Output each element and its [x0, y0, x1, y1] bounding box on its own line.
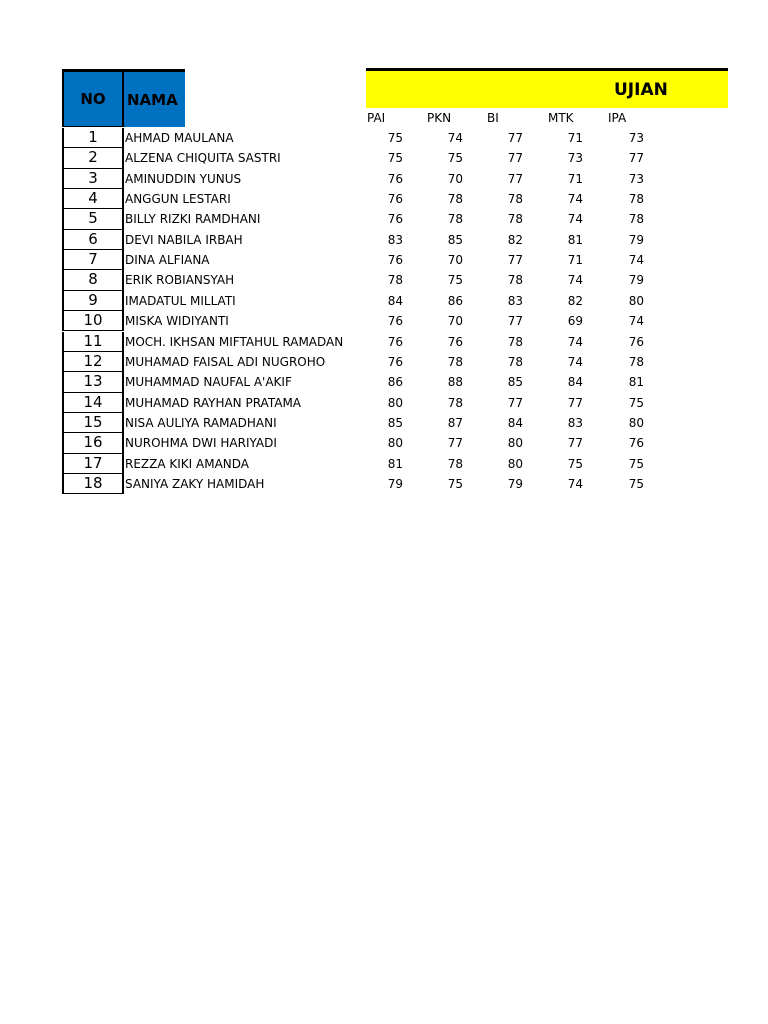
row-number-cell: 2: [62, 148, 124, 168]
score-cell-pai: 80: [387, 436, 403, 451]
score-cell-ipa: 80: [628, 415, 644, 430]
row-number-cell: 13: [62, 372, 124, 392]
score-cell-mtk: 77: [567, 395, 583, 410]
score-cell-pai: 76: [387, 314, 403, 329]
score-cell-mtk: 84: [567, 375, 583, 390]
score-cell-bi: 78: [507, 192, 523, 207]
student-name-cell: MUHAMAD FAISAL ADI NUGROHO: [125, 354, 326, 369]
score-cell-ipa: 79: [628, 273, 644, 288]
table-row: [0, 454, 768, 474]
score-cell-pai: 75: [387, 131, 403, 145]
no-column-header: [62, 69, 124, 127]
score-cell-pkn: 75: [447, 476, 463, 491]
score-cell-pkn: 70: [447, 253, 463, 268]
student-name-cell: DINA ALFIANA: [125, 253, 210, 268]
score-cell-bi: 84: [507, 415, 523, 430]
subject-header-pkn: PKN: [427, 111, 452, 125]
row-number-cell: 16: [62, 433, 124, 453]
score-cell-bi: 78: [507, 334, 523, 349]
student-name-cell: MOCH. IKHSAN MIFTAHUL RAMADAN: [125, 334, 344, 349]
row-number-cell: 4: [62, 189, 124, 209]
row-number-cell: 8: [62, 270, 124, 290]
score-cell-ipa: 73: [628, 131, 644, 145]
table-row: [0, 169, 768, 189]
score-cell-mtk: 75: [567, 456, 583, 471]
score-cell-ipa: 75: [628, 395, 644, 410]
score-cell-bi: 78: [507, 354, 523, 369]
score-cell-mtk: 74: [567, 354, 583, 369]
row-number-cell: 12: [62, 352, 124, 372]
score-cell-bi: 82: [507, 232, 523, 247]
score-cell-mtk: 74: [567, 212, 583, 227]
score-cell-pkn: 74: [447, 131, 463, 145]
score-cell-pkn: 88: [447, 375, 463, 390]
row-number-cell: 5: [62, 209, 124, 229]
nama-header-label: NAMA: [127, 90, 178, 109]
score-cell-mtk: 71: [567, 131, 583, 145]
row-number-cell: 18: [62, 474, 124, 494]
score-cell-pai: 76: [387, 171, 403, 186]
table-row: [0, 148, 768, 168]
score-cell-bi: 77: [507, 253, 523, 268]
score-cell-pkn: 77: [447, 436, 463, 451]
score-cell-mtk: 74: [567, 192, 583, 207]
table-row: [0, 393, 768, 413]
score-cell-pai: 81: [387, 456, 403, 471]
score-cell-ipa: 78: [628, 192, 644, 207]
score-cell-ipa: 77: [628, 151, 644, 166]
score-cell-ipa: 78: [628, 354, 644, 369]
subject-header-pai: PAI: [367, 111, 386, 125]
score-cell-pai: 76: [387, 192, 403, 207]
student-name-cell: AMINUDDIN YUNUS: [125, 171, 242, 186]
table-row: [0, 352, 768, 372]
score-cell-mtk: 69: [567, 314, 583, 329]
ujian-header-bar: [366, 68, 728, 108]
table-row: [0, 250, 768, 270]
student-name-cell: SANIYA ZAKY HAMIDAH: [125, 476, 265, 491]
score-cell-pkn: 78: [447, 192, 463, 207]
subject-header-bi: BI: [487, 111, 499, 125]
score-cell-bi: 80: [507, 456, 523, 471]
score-cell-mtk: 73: [567, 151, 583, 166]
score-cell-bi: 85: [507, 375, 523, 390]
row-number-cell: 9: [62, 291, 124, 311]
score-cell-pai: 76: [387, 253, 403, 268]
score-cell-pkn: 70: [447, 171, 463, 186]
score-cell-pai: 76: [387, 354, 403, 369]
student-name-cell: IMADATUL MILLATI: [125, 293, 236, 308]
table-row: [0, 372, 768, 392]
ujian-header-label: UJIAN: [614, 80, 668, 100]
score-cell-ipa: 74: [628, 314, 644, 329]
score-cell-ipa: 79: [628, 232, 644, 247]
row-number-cell: 7: [62, 250, 124, 270]
score-cell-bi: 77: [507, 151, 523, 166]
score-cell-bi: 83: [507, 293, 523, 308]
score-cell-pai: 80: [387, 395, 403, 410]
no-header-label: NO: [80, 90, 106, 108]
score-cell-ipa: 80: [628, 293, 644, 308]
row-number-cell: 17: [62, 454, 124, 474]
score-cell-pai: 86: [387, 375, 403, 390]
score-cell-pkn: 75: [447, 273, 463, 288]
student-name-cell: ALZENA CHIQUITA SASTRI: [125, 151, 281, 166]
row-number-cell: 14: [62, 393, 124, 413]
score-cell-bi: 79: [507, 476, 523, 491]
score-cell-ipa: 74: [628, 253, 644, 268]
score-cell-pkn: 78: [447, 212, 463, 227]
score-cell-ipa: 73: [628, 171, 644, 186]
student-name-cell: MUHAMAD RAYHAN PRATAMA: [125, 395, 302, 410]
table-row: [0, 332, 768, 352]
score-cell-pkn: 86: [447, 293, 463, 308]
score-cell-bi: 78: [507, 273, 523, 288]
score-cell-pai: 79: [387, 476, 403, 491]
row-number-cell: 10: [62, 311, 124, 331]
student-name-cell: MISKA WIDIYANTI: [125, 314, 229, 329]
score-cell-pai: 75: [387, 151, 403, 166]
table-row: [0, 311, 768, 331]
table-row: [0, 291, 768, 311]
score-cell-pai: 76: [387, 212, 403, 227]
score-cell-pkn: 78: [447, 354, 463, 369]
score-cell-pkn: 76: [447, 334, 463, 349]
student-name-cell: ANGGUN LESTARI: [125, 192, 231, 207]
student-name-cell: NISA AULIYA RAMADHANI: [125, 415, 277, 430]
score-cell-mtk: 81: [567, 232, 583, 247]
row-number-cell: 3: [62, 169, 124, 189]
student-name-cell: BILLY RIZKI RAMDHANI: [125, 212, 261, 227]
score-cell-pai: 83: [387, 232, 403, 247]
table-row: [0, 230, 768, 250]
row-number-cell: 15: [62, 413, 124, 433]
student-name-cell: REZZA KIKI AMANDA: [125, 456, 250, 471]
score-cell-pai: 85: [387, 415, 403, 430]
student-name-cell: ERIK ROBIANSYAH: [125, 273, 235, 288]
student-name-cell: AHMAD MAULANA: [125, 131, 234, 145]
table-row: [0, 474, 768, 494]
row-number-cell: 11: [62, 332, 124, 352]
score-cell-pkn: 70: [447, 314, 463, 329]
score-cell-mtk: 71: [567, 253, 583, 268]
table-row: [0, 128, 768, 148]
score-cell-ipa: 78: [628, 212, 644, 227]
score-cell-bi: 80: [507, 436, 523, 451]
score-cell-bi: 77: [507, 314, 523, 329]
score-cell-pkn: 78: [447, 456, 463, 471]
score-cell-mtk: 74: [567, 476, 583, 491]
score-cell-mtk: 83: [567, 415, 583, 430]
score-cell-bi: 77: [507, 171, 523, 186]
score-cell-mtk: 82: [567, 293, 583, 308]
score-cell-pai: 84: [387, 293, 403, 308]
table-row: [0, 433, 768, 453]
score-cell-mtk: 71: [567, 171, 583, 186]
score-cell-ipa: 81: [628, 375, 644, 390]
score-cell-mtk: 77: [567, 436, 583, 451]
score-cell-pai: 78: [387, 273, 403, 288]
student-name-cell: DEVI NABILA IRBAH: [125, 232, 243, 247]
score-cell-ipa: 76: [628, 334, 644, 349]
score-cell-ipa: 76: [628, 436, 644, 451]
student-name-cell: NUROHMA DWI HARIYADI: [125, 436, 277, 451]
score-cell-mtk: 74: [567, 273, 583, 288]
score-cell-mtk: 74: [567, 334, 583, 349]
table-row: [0, 270, 768, 290]
score-cell-pkn: 78: [447, 395, 463, 410]
student-name-cell: MUHAMMAD NAUFAL A'AKIF: [125, 375, 292, 390]
table-row: [0, 413, 768, 433]
score-cell-pai: 76: [387, 334, 403, 349]
nama-column-header: [124, 69, 185, 127]
table-row: [0, 189, 768, 209]
subject-header-ipa: IPA: [608, 111, 627, 125]
score-cell-ipa: 75: [628, 456, 644, 471]
score-cell-bi: 78: [507, 212, 523, 227]
subject-header-mtk: MTK: [548, 111, 574, 125]
row-number-cell: 1: [62, 128, 124, 148]
score-cell-bi: 77: [507, 395, 523, 410]
score-cell-ipa: 75: [628, 476, 644, 491]
row-number-cell: 6: [62, 230, 124, 250]
score-cell-pkn: 75: [447, 151, 463, 166]
table-row: [0, 209, 768, 229]
score-cell-pkn: 85: [447, 232, 463, 247]
score-cell-bi: 77: [507, 131, 523, 145]
score-cell-pkn: 87: [447, 415, 463, 430]
